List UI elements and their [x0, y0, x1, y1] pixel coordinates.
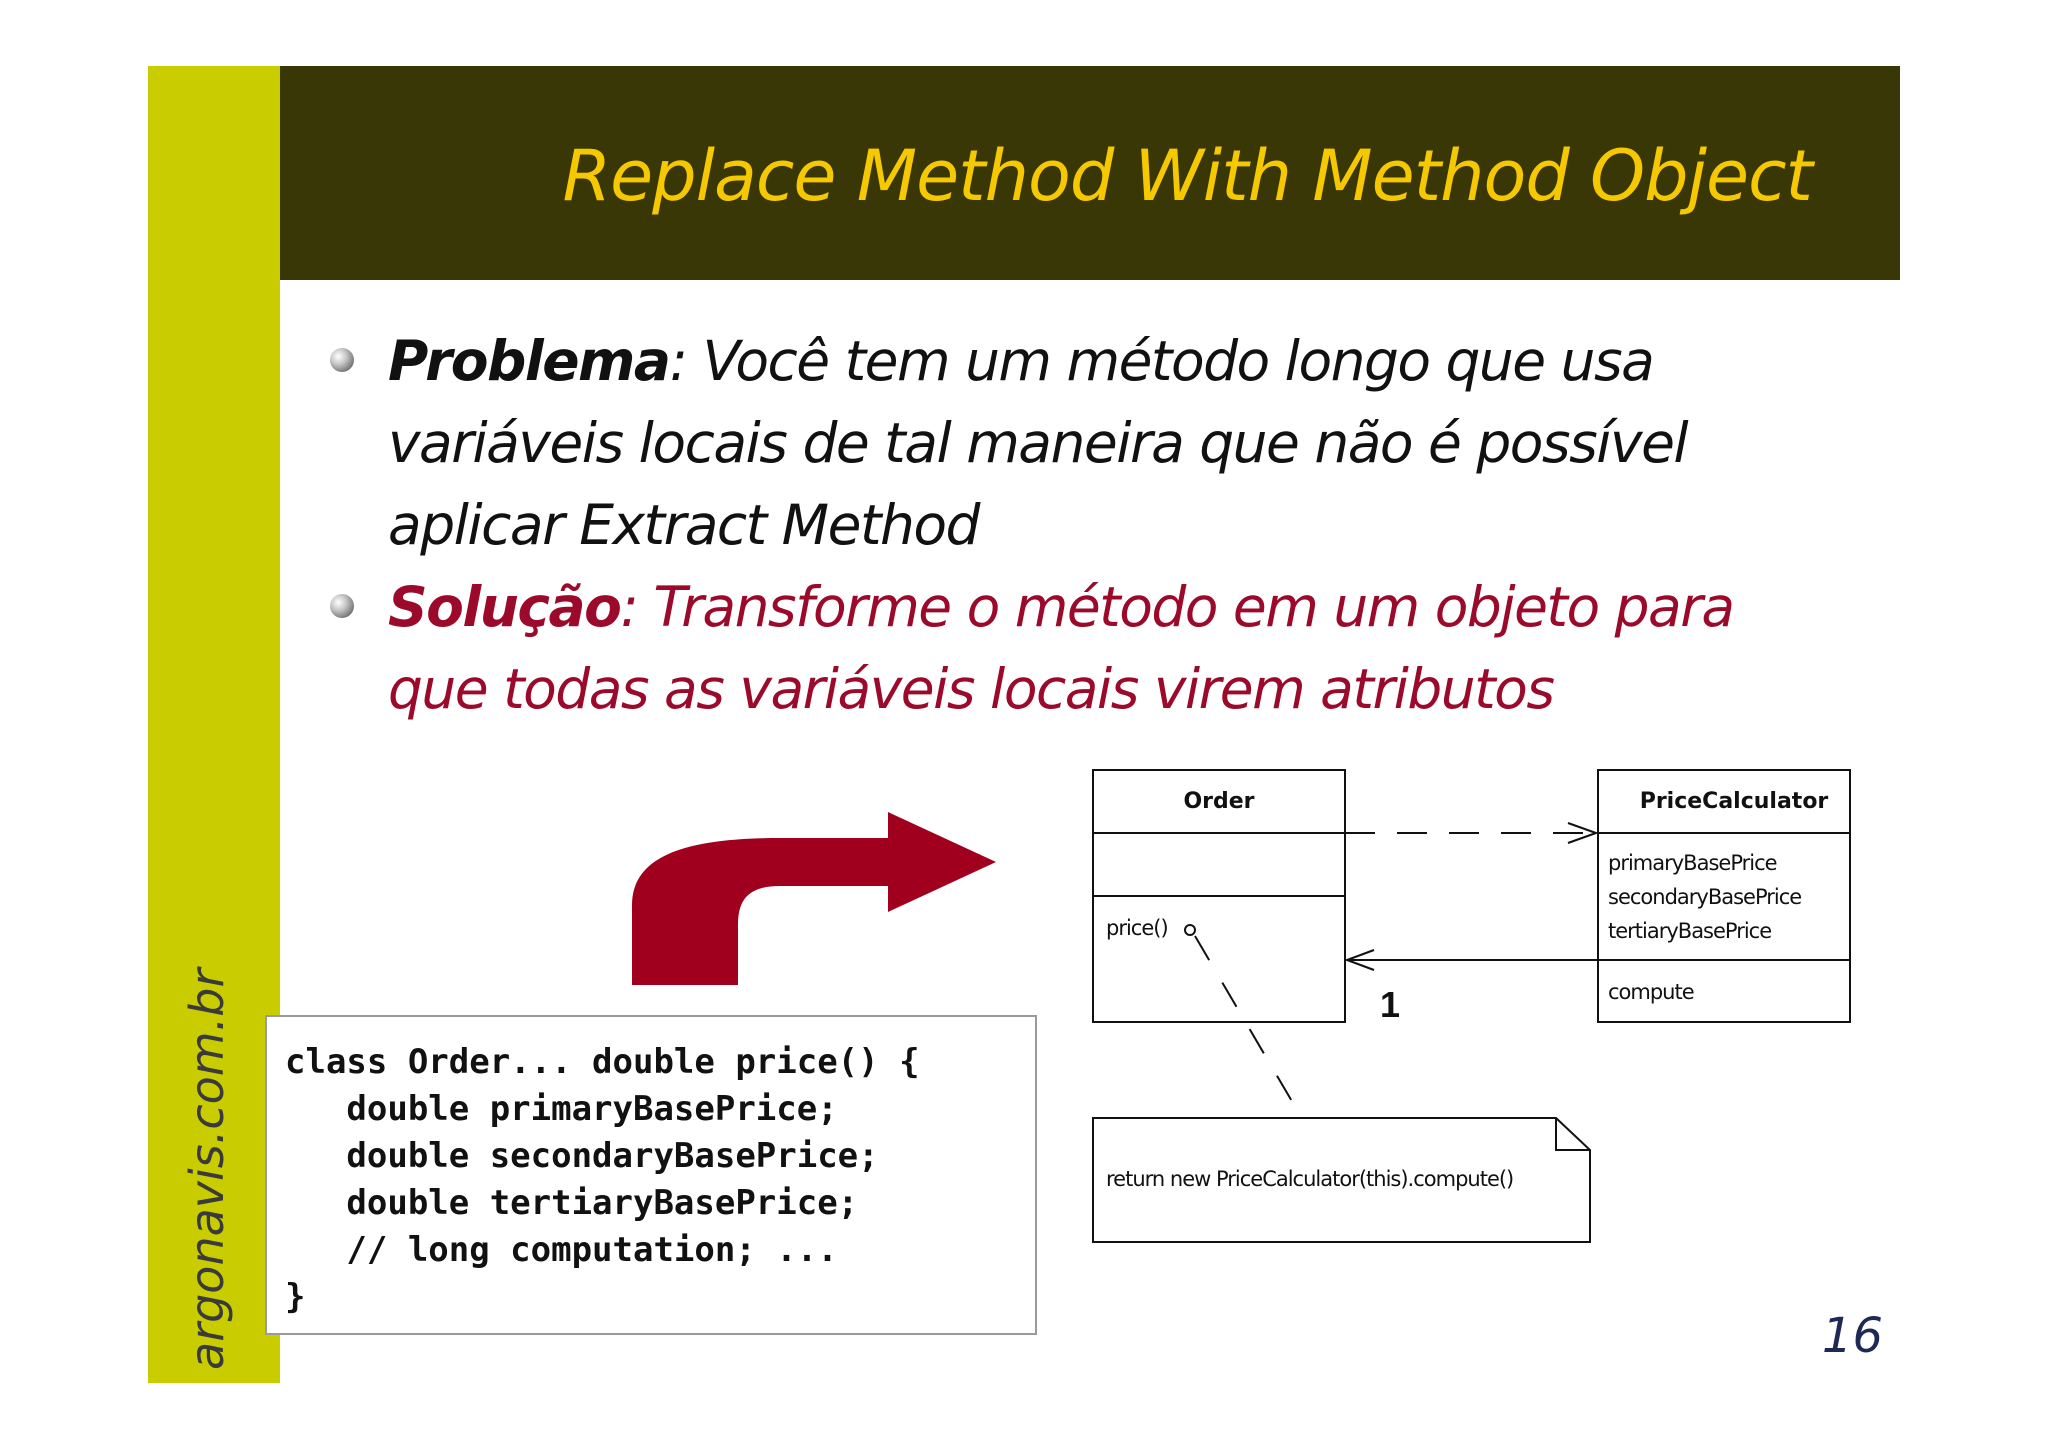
note-box — [1093, 1118, 1590, 1242]
class-price-calculator — [1598, 770, 1850, 1022]
attribute-secondary: secondaryBasePrice — [1608, 885, 1802, 909]
class-order-name: Order — [1183, 789, 1255, 814]
curved-arrow-icon — [632, 812, 996, 985]
multiplicity-label: 1 — [1380, 984, 1401, 1025]
code-line: class Order... double price() { — [285, 1042, 920, 1082]
attribute-tertiary: tertiaryBasePrice — [1608, 919, 1772, 943]
slide-title: Replace Method With Method Object — [562, 135, 1812, 217]
attribute-primary: primaryBasePrice — [1608, 851, 1777, 875]
bullet-label: Solução — [388, 575, 621, 639]
class-price-calculator-method: compute — [1608, 980, 1694, 1004]
code-line: } — [285, 1277, 306, 1317]
code-line: double primaryBasePrice; — [285, 1089, 838, 1129]
code-line: double secondaryBasePrice; — [285, 1136, 879, 1176]
code-line: double tertiaryBasePrice; — [285, 1183, 859, 1223]
note-text: return new PriceCalculator(this).compute() — [1106, 1167, 1514, 1191]
bullet-body: : Transforme o método em um objeto para que todas as variáveis locais virem atributos — [388, 575, 1734, 721]
class-price-calculator-name: PriceCalculator — [1639, 789, 1829, 814]
class-order-method: price() — [1106, 916, 1168, 940]
bullet-label: Problema — [388, 329, 670, 393]
site-url: argonavis.com.br — [180, 968, 234, 1370]
code-box — [265, 1015, 1037, 1335]
class-order — [1093, 770, 1345, 1022]
bullet-body: : Você tem um método longo que usa variáveis locais de tal maneira que não é possível aplicar Extract Method — [388, 329, 1688, 557]
page-number: 16 — [1821, 1308, 1883, 1364]
code-line: // long computation; ... — [285, 1230, 838, 1270]
